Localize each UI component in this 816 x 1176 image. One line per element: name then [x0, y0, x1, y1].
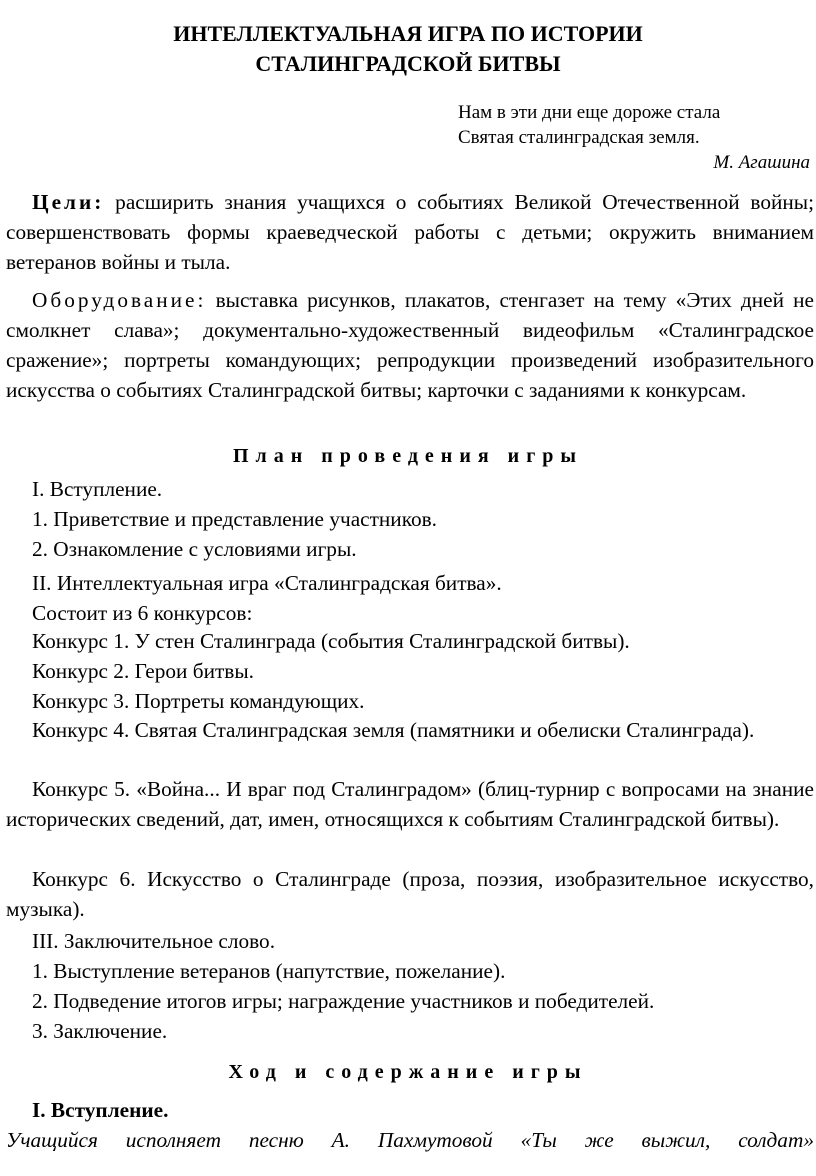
- goals-paragraph: [6, 187, 814, 277]
- plan-intro-1: 1. Приветствие и представление участников.: [32, 507, 437, 531]
- plan-heading: План проведения игры: [232, 445, 584, 467]
- epigraph-author: М. Агашина: [713, 152, 810, 173]
- epigraph-line-2: Святая сталинградская земля.: [458, 127, 700, 148]
- plan-contest-4: Конкурс 4. Святая Сталинградская земля (памятники и обелиски Сталинграда).: [32, 718, 755, 742]
- plan-closing-2: 2. Подведение итогов игры; награждение участников и победителей.: [32, 989, 655, 1013]
- plan-contest-3: Конкурс 3. Портреты командующих.: [32, 689, 365, 713]
- equipment-text: выставка рисунков, плакатов, стенгазет на тему «Этих дней не смолкнет слава»; документально-художественный видеофильм «Сталинградское сражение»; портреты командующих; репродукции произведений изобразительного искусства о событиях Сталинградской битвы; карточки с заданиями к конкурсам.: [6, 288, 814, 402]
- title-line-2: СТАЛИНГРАДСКОЙ БИТВЫ: [255, 51, 561, 76]
- plan-contest-5: Конкурс 5. «Война... И враг под Сталинградом» (блиц-турнир с вопросами на знание исторических сведений, дат, имен, относящихся к событиям Сталинградской битвы).: [6, 777, 814, 831]
- equipment-label: Оборудование:: [32, 288, 207, 312]
- plan-contest-6: Конкурс 6. Искусство о Сталинграде (проза, поэзия, изобразительное искусство, музыка).: [6, 867, 814, 921]
- epigraph-line-1: Нам в эти дни еще дороже стала: [458, 102, 721, 123]
- plan-intro: I. Вступление.: [32, 477, 163, 501]
- course-section: I. Вступление.: [32, 1098, 169, 1122]
- plan-game: II. Интеллектуальная игра «Сталинградская битва».: [32, 571, 502, 595]
- plan-closing-1: 1. Выступление ветеранов (напутствие, пожелание).: [32, 959, 506, 983]
- goals-text: расширить знания учащихся о событиях Великой Отечественной войны; совершенствовать формы краеведческой работы с детьми; окружить вниманием ветеранов войны и тыла.: [6, 190, 814, 274]
- equipment-paragraph: [6, 285, 814, 405]
- title-line-1: ИНТЕЛЛЕКТУАЛЬНАЯ ИГРА ПО ИСТОРИИ: [173, 21, 643, 46]
- course-heading: Ход и содержание игры: [228, 1061, 588, 1083]
- plan-closing-3: 3. Заключение.: [32, 1019, 168, 1043]
- goals-label: Цели:: [32, 190, 105, 214]
- plan-intro-2: 2. Ознакомление с условиями игры.: [32, 537, 357, 561]
- plan-contest-1: Конкурс 1. У стен Сталинграда (события Сталинградской битвы).: [32, 629, 630, 653]
- course-line: Учащийся исполняет песню А. Пахмутовой «Ты же выжил, солдат»: [6, 1128, 814, 1152]
- plan-closing: III. Заключительное слово.: [32, 929, 276, 953]
- plan-game-count: Состоит из 6 конкурсов:: [32, 601, 253, 625]
- plan-contest-2: Конкурс 2. Герои битвы.: [32, 659, 254, 683]
